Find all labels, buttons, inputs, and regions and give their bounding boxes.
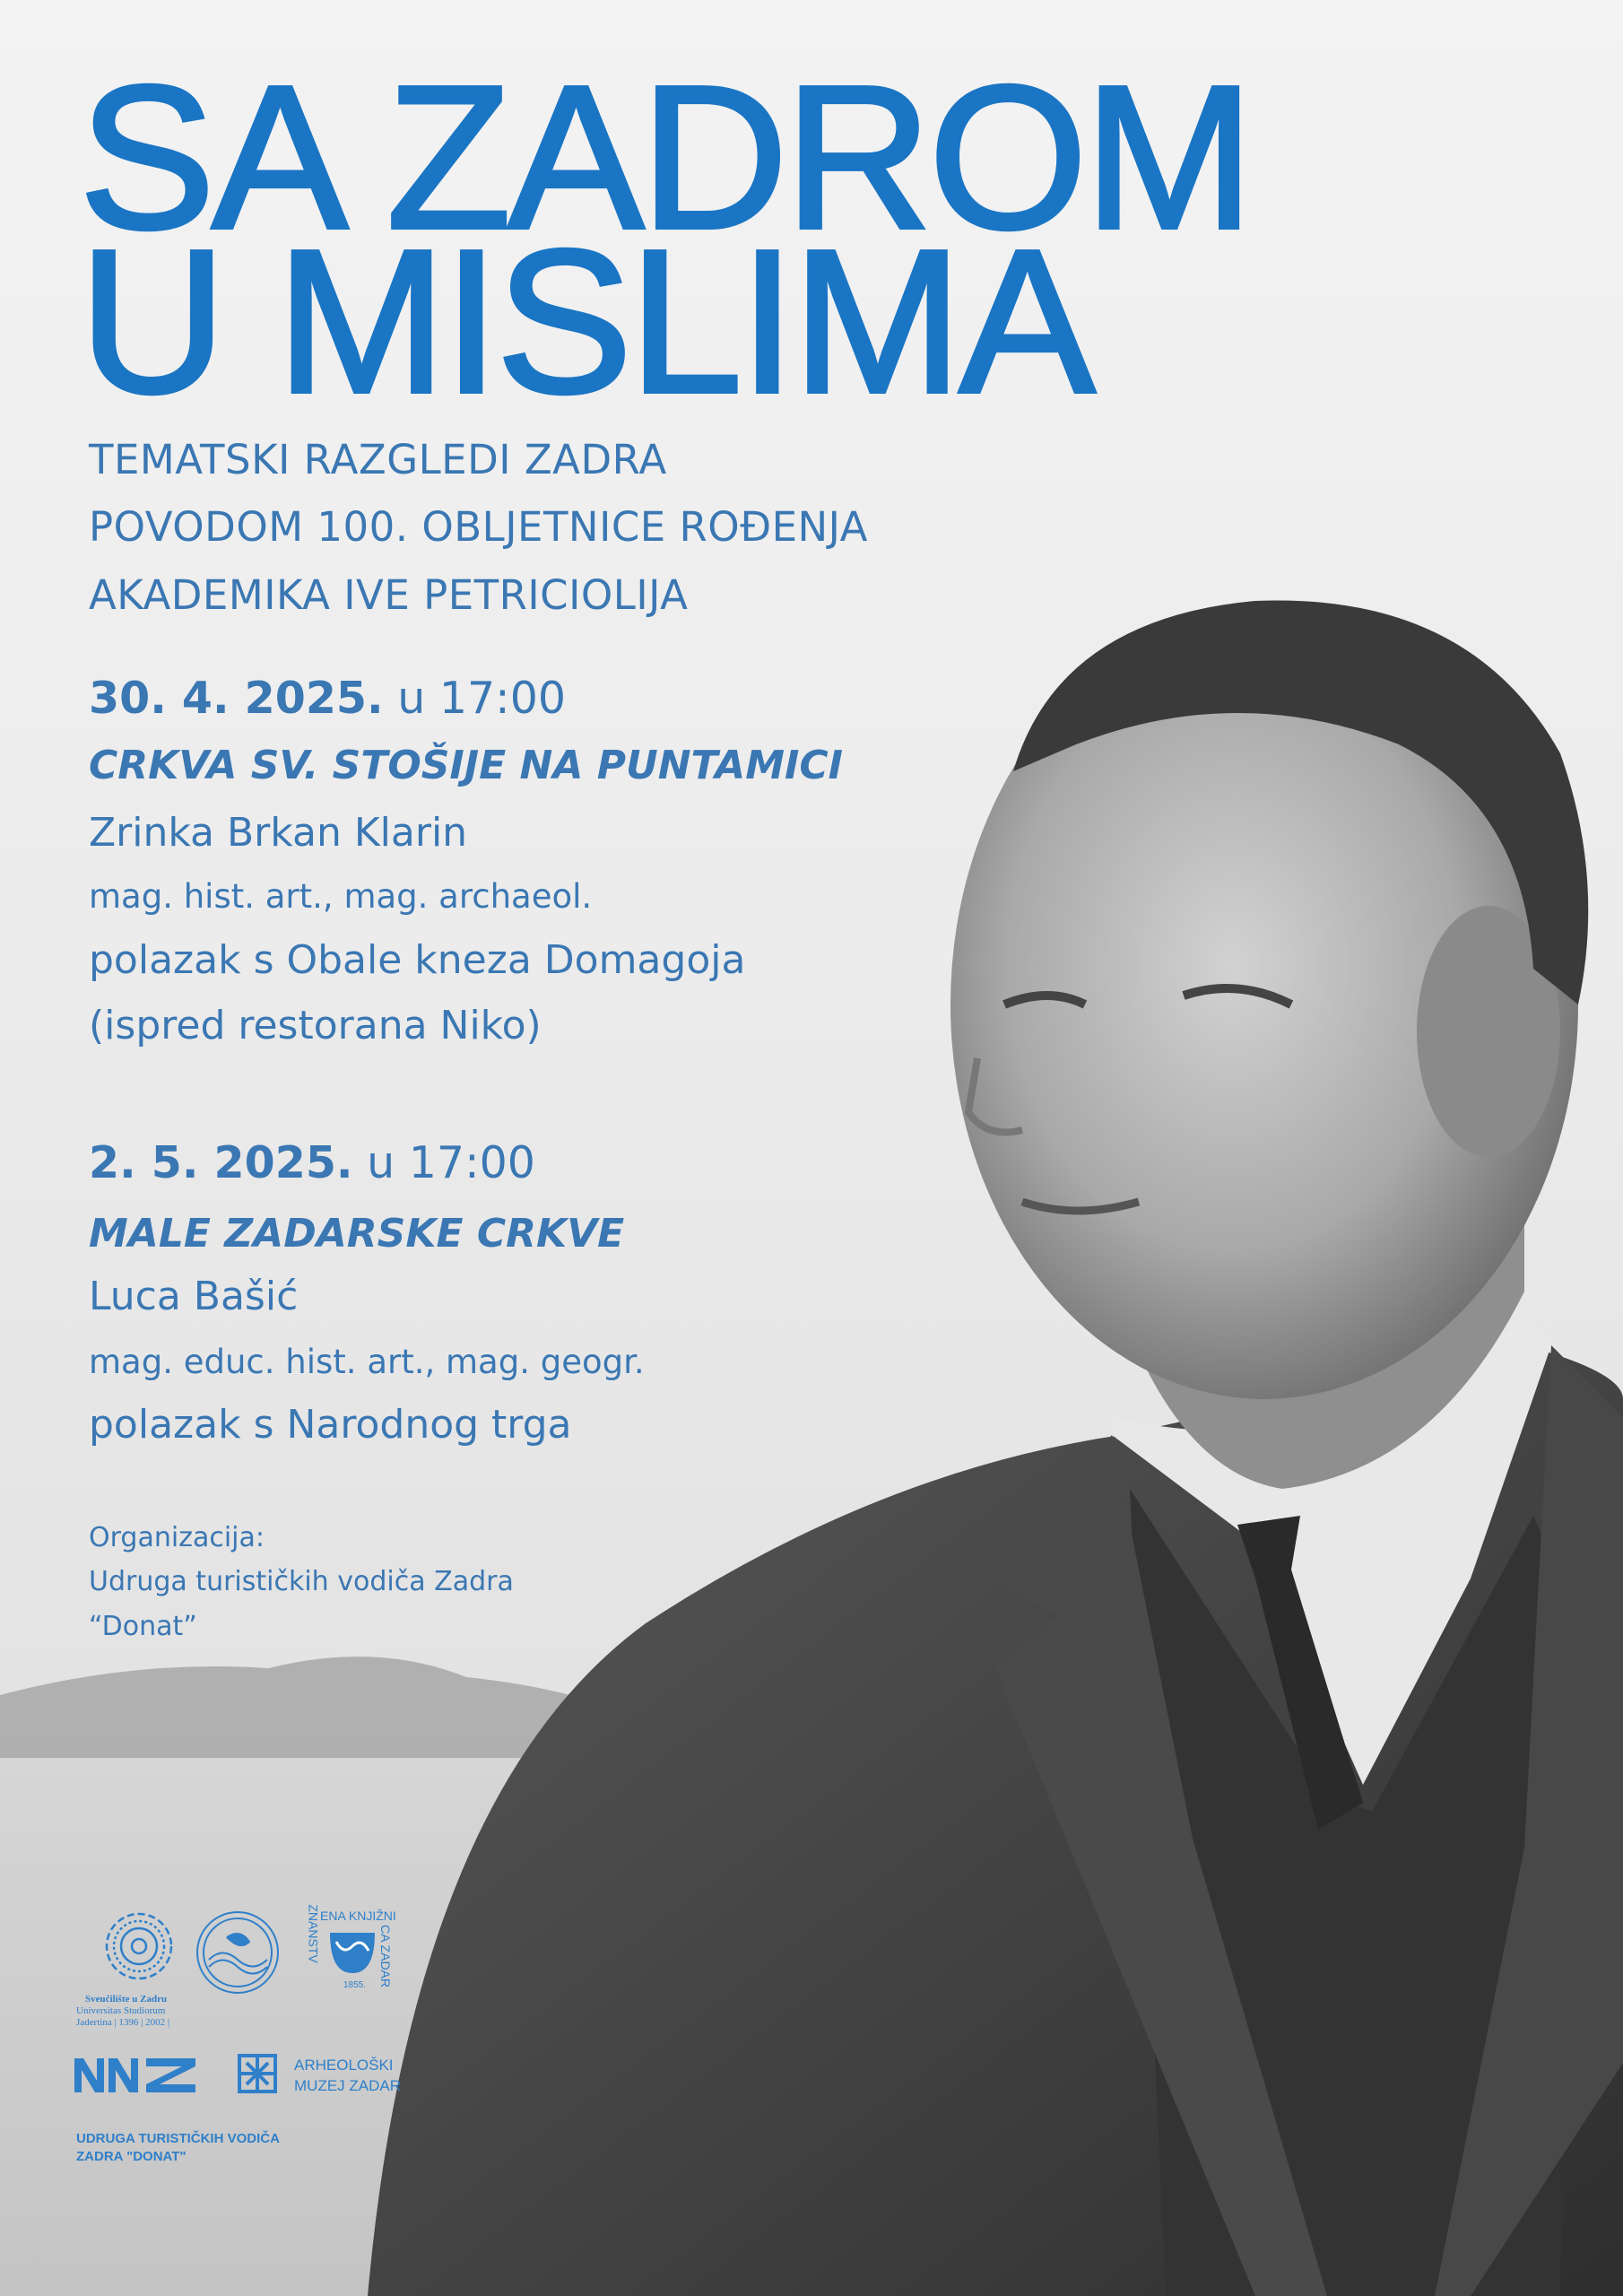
mz-logo: [74, 2058, 195, 2100]
event-1-departure: polazak s Obale kneza Domagoja: [89, 937, 746, 983]
subtitle-line-1: TEMATSKI RAZGLEDI ZADRA: [89, 436, 667, 483]
library-text-top: ENA KNJIŽNI: [320, 1909, 396, 1923]
library-logo: [306, 1904, 399, 1998]
university-latin-2: Jadertina | 1396 | 2002 |: [76, 2017, 170, 2028]
event-2-degrees: mag. educ. hist. art., mag. geogr.: [89, 1343, 645, 1381]
event-1-datetime: [89, 673, 566, 724]
library-emblem-icon: [325, 1928, 379, 1978]
organization-line-2: “Donat”: [89, 1611, 197, 1642]
museum-knot-icon: [236, 2052, 279, 2095]
seal-logo-icon: [195, 1910, 281, 1996]
title-line-1: SA ZADROM: [79, 44, 1251, 272]
event-2-datetime: [89, 1137, 535, 1188]
organization-line-1: Udruga turističkih vodiča Zadra: [89, 1566, 514, 1597]
event-1-guide: Zrinka Brkan Klarin: [89, 810, 468, 856]
title-line-2: U MISLIMA: [79, 208, 1092, 436]
mz-logo-icon: [74, 2058, 195, 2092]
university-logo: [76, 1906, 202, 2028]
event-1-date: 30. 4. 2025.: [89, 673, 384, 724]
subtitle-line-2: POVODOM 100. OBLJETNICE ROĐENJA: [89, 503, 868, 551]
museum-name-line-1: ARHEOLOŠKI: [294, 2057, 394, 2074]
library-year: 1855.: [343, 1980, 367, 1990]
university-latin-1: Universitas Studiorum: [76, 2005, 166, 2016]
event-1-place: CRKVA SV. STOŠIJE NA PUNTAMICI: [89, 743, 844, 788]
guides-logo-line-2: ZADRA "DONAT": [76, 2149, 187, 2164]
library-text-right: CA ZADAR: [378, 1924, 394, 1988]
university-rosette-icon: [99, 1906, 179, 1987]
university-name: Sveučilište u Zadru: [85, 1994, 168, 2005]
event-2-departure: polazak s Narodnog trga: [89, 1402, 572, 1448]
subtitle-line-3: AKADEMIKA IVE PETRICIOLIJA: [89, 571, 689, 619]
event-2-date: 2. 5. 2025.: [89, 1137, 353, 1188]
event-1-degrees: mag. hist. art., mag. archaeol.: [89, 877, 593, 916]
guides-logo-line-1: UDRUGA TURISTIČKIH VODIČA: [76, 2131, 280, 2146]
event-2-place: MALE ZADARSKE CRKVE: [89, 1211, 625, 1257]
organization-label: Organizacija:: [89, 1522, 265, 1553]
event-1-departure-note: (ispred restorana Niko): [89, 1003, 542, 1048]
museum-name-line-2: MUZEJ ZADAR: [294, 2077, 401, 2094]
library-text-left: ZNANSTV: [306, 1904, 321, 1963]
event-1-time: u 17:00: [397, 673, 567, 724]
event-2-time: u 17:00: [367, 1137, 535, 1188]
event-2-guide: Luca Bašić: [89, 1274, 299, 1319]
